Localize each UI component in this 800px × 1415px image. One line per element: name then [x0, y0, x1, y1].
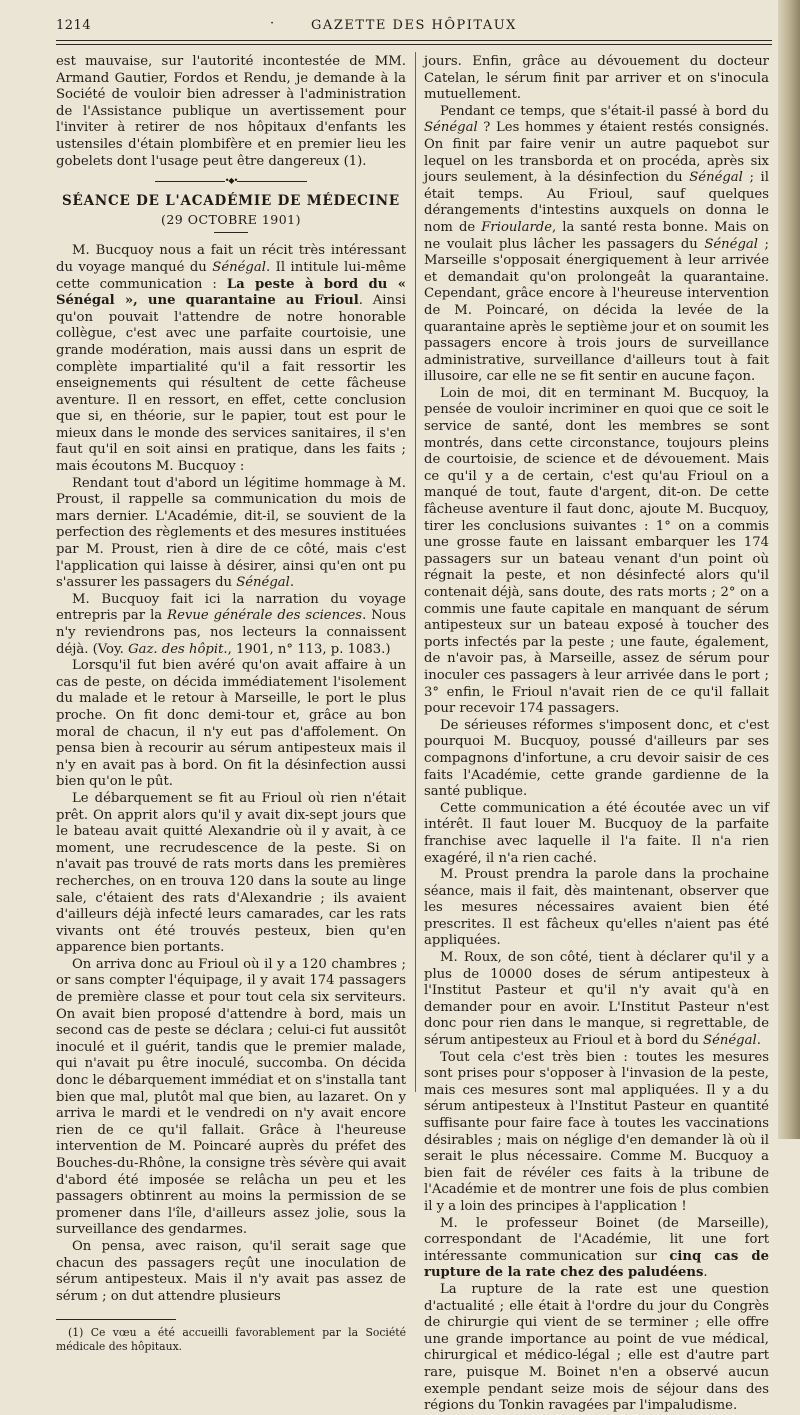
section-title: SÉANCE DE L'ACADÉMIE DE MÉDECINE	[61, 193, 401, 210]
section-ornament	[56, 177, 406, 185]
right-column	[424, 54, 769, 1415]
paragraph: Pendant ce temps, que s'était-il passé à bord du Sénégal ? Les hommes y étaient restés consignés. On finit par faire venir un autre paquebot sur lequel on les transborda et on procéda, après six jours seulement, à la désinfection du Sénégal ; il était temps. Au Frioul, sauf quelques dérangements d'intestins auxquels on donna le nom de Frioularde, la santé resta bonne. Mais on ne voulait plus lâcher les passagers du Sénégal ; Marseille s'opposait énergiquement à leur arrivée et demandait qu'on prolongeât la quarantaine. Cependant, grâce encore à l'heureuse intervention de M. Poincaré, on décida la levée de la quarantaine après le septième jour et on soumit les passagers encore à trois jours de surveillance administrative, surveillance d'ailleurs tout à fait illusoire, car elle ne se fit sentir en aucune façon.	[424, 103, 769, 385]
paragraph: La rupture de la rate est une question d'actualité ; elle était à l'ordre du jour du Congrès de chirurgie qui vient de se terminer ; elle offre une grande importance au point de vue médical, chirurgical et médico-légal ; elle est d'autre part rare, puisque M. Boinet n'en a observé aucun exemple pendant seize mois de séjour dans des régions du Tonkin ravagées par l'impaludisme.	[424, 1281, 769, 1414]
header-rule-thin	[56, 44, 772, 45]
paragraph: Lorsqu'il fut bien avéré qu'on avait affaire à un cas de peste, on décida immédiatement l'isolement du malade et le retour à Marseille, le port le plus proche. On fit donc demi-tour et, grâce au bon moral de chacun, il n'y eut pas d'affolement. On pensa bien à recourir au sérum antipesteux mais il n'y en avait pas à bord. On fit la désinfection aussi bien qu'on le pût.	[56, 658, 406, 790]
header-rule-thick	[56, 40, 772, 41]
page-header	[56, 14, 772, 40]
section-rule	[214, 232, 248, 233]
paragraph: On arriva donc au Frioul où il y a 120 chambres ; or sans compter l'équipage, il y avait 174 passagers de première classe et pour tout cela six serviteurs. On avait bien proposé d'attendre à bord, mais un second cas de peste se déclara ; celui-ci fut aussitôt inoculé et il guérit, tandis que le premier malade, qui n'avait pu être inoculé, succomba. On décida donc le débarquement immédiat et on s'installa tant bien que mal, plutôt mal que bien, au lazaret. On y arriva le mardi et le vendredi on n'y avait encore rien de ce qu'il fallait. Grâce à l'heureuse intervention de M. Poincaré auprès du préfet des Bouches-du-Rhône, la consigne très sévère qui avait d'abord été imposée se relâcha un peu et les passagers obtinrent au moins la permission de se promener dans l'île, d'ailleurs assez jolie, sous la surveillance des gendarmes.	[56, 956, 407, 1238]
paragraph: M. Roux, de son côté, tient à déclarer qu'il y a plus de 10000 doses de sérum antipesteux à l'Institut Pasteur et qu'il n'y avait qu'à en demander pour en avoir. L'Institut Pasteur n'est donc pour rien dans le manque, si regrettable, de sérum antipesteux au Frioul et à bord du Sénégal.	[424, 950, 769, 1049]
paragraph: Rendant tout d'abord un légitime hommage à M. Proust, il rappelle sa communication du mois de mars dernier. L'Académie, dit-il, se souvient de la perfection des règlements et des mesures instituées par M. Proust, rien à dire de ce côté, mais c'est l'application qui laisse à désirer, ainsi qu'en ont pu s'assurer les passagers du Sénégal.	[56, 475, 406, 591]
footnote-rule	[56, 1319, 176, 1320]
footnote: (1) Ce vœu a été accueilli favorablement par la Société médicale des hôpitaux.	[56, 1326, 406, 1354]
paragraph: M. Bucquoy fait ici la narration du voyage entrepris par la Revue générale des sciences. Nous n'y reviendrons pas, nos lecteurs la connaissent déjà. (Voy. Gaz. des hôpit., 1901, n° 113, p. 1083.)	[56, 591, 407, 657]
section-date: (29 OCTOBRE 1901)	[160, 211, 302, 227]
paragraph: Cette communication a été écoutée avec un vif intérêt. Il faut louer M. Bucquoy de la parfaite franchise avec laquelle il l'a faite. Il n'a rien exagéré, il n'a rien caché.	[424, 800, 769, 866]
paragraph: jours. Enfin, grâce au dévouement du docteur Catelan, le sérum finit par arriver et on s'inocula mutuellement.	[424, 54, 769, 103]
paragraph: M. Bucquoy nous a fait un récit très intéressant du voyage manqué du Sénégal. Il intitule lui-même cette communication : La peste à bord du « Sénégal », une quarantaine au Frioul. Ainsi qu'on pouvait l'attendre de notre honorable collègue, c'est avec une parfaite courtoisie, une grande modération, mais aussi dans un esprit de complète impartialité qu'il a fait ressortir les enseignements qui résultent de cette fâcheuse aventure. Il en ressort, en effet, cette conclusion que si, en théorie, sur le papier, tout est pour le mieux dans le monde des services sanitaires, il s'en faut qu'il en soit ainsi en pratique, dans les faits ; mais écoutons M. Bucquoy :	[56, 243, 407, 475]
paragraph: Tout cela c'est très bien : toutes les mesures sont prises pour s'opposer à l'invasion de la peste, mais ces mesures sont mal appliquées. Il y a du sérum antipesteux à l'Institut Pasteur en quantité suffisante pour faire face à toutes les vaccinations désirables ; mais on néglige d'en demander là où il serait le plus nécessaire. Comme M. Bucquoy a bien fait de révéler ces faits à la tribune de l'Académie et de montrer une fois de plus combien il y a loin des principes à l'application !	[424, 1049, 769, 1214]
ornament-glyph: •◆•	[224, 176, 238, 186]
paragraph: Loin de moi, dit en terminant M. Bucquoy, la pensée de vouloir incriminer en quoi que ce soit le service de santé, dont les membres se sont montrés, dans cette circonstance, toujours pleins de courtoisie, de science et de dévouement. Mais ce qu'il y a de certain, c'est qu'au Frioul on a manqué de tout, faute d'argent, dit-on. De cette fâcheuse aventure il faut donc, ajoute M. Bucquoy, tirer les conclusions suivantes : 1° on a commis une grosse faute en laissant embarquer les 174 passagers sur un bateau venant d'un point où régnait la peste, et non désinfecté alors qu'il contenait déjà, sans doute, des rats morts ; 2° on a commis une faute capitale en manquant de sérum antipesteux sur un bateau exposé à toucher des ports infectés par la peste ; une faute, également, de n'avoir pas, à Marseille, assez de sérum pour inoculer ces passagers à leur arrivée dans le port ; 3° enfin, le Frioul n'avait rien de ce qu'il fallait pour recevoir 174 passagers.	[424, 385, 769, 717]
paragraph: M. Proust prendra la parole dans la prochaine séance, mais il fait, dès maintenant, observer que les mesures nécessaires avaient bien été prescrites. Il est fâcheux qu'elles n'aient pas été appliquées.	[424, 867, 769, 949]
paragraph: M. le professeur Boinet (de Marseille), correspondant de l'Académie, lit une fort intéressante communication sur cinq cas de rupture de la rate chez des paludéens.	[424, 1215, 769, 1281]
header-separator: ·	[270, 16, 275, 31]
left-column	[56, 54, 406, 1354]
journal-title: GAZETTE DES HÔPITAUX	[311, 18, 517, 33]
column-divider	[415, 52, 416, 1092]
paragraph: Le débarquement se fit au Frioul où rien n'était prêt. On apprit alors qu'il y avait dix-sept jours que le bateau avait quitté Alexandrie où il y avait, à ce moment, une recrudescence de la peste. Si on n'avait pas trouvé de rats morts dans les premières recherches, on en trouva 120 dans la soute au linge sale, c'étaient des rats d'Alexandrie ; ils avaient d'ailleurs déjà infecté leurs camarades, car les rats vivants ont été trouvés pesteux, bien qu'en apparence bien portants.	[56, 790, 406, 956]
page-number: 1214	[56, 18, 92, 33]
paragraph: De sérieuses réformes s'imposent donc, et c'est pourquoi M. Bucquoy, poussé d'ailleurs par ses compagnons d'infortune, a cru devoir saisir de ces faits l'Académie, cette grande gardienne de la santé publique.	[424, 717, 769, 800]
page-binding-edge	[778, 0, 800, 1139]
intro-paragraph: est mauvaise, sur l'autorité incontestée de MM. Armand Gautier, Fordos et Rendu, je demande à la Société de vouloir bien adresser à l'administration de l'Assistance publique un avertissement pour l'inviter à retirer de nos hôpitaux d'enfants les ustensiles d'étain plombifère et en premier lieu les gobelets dont l'usage peut être dangereux (1).	[56, 54, 406, 169]
paragraph: On pensa, avec raison, qu'il serait sage que chacun des passagers reçût une inoculation de sérum antipesteux. Mais il n'y avait pas assez de sérum ; on dut attendre plusieurs	[56, 1238, 406, 1304]
